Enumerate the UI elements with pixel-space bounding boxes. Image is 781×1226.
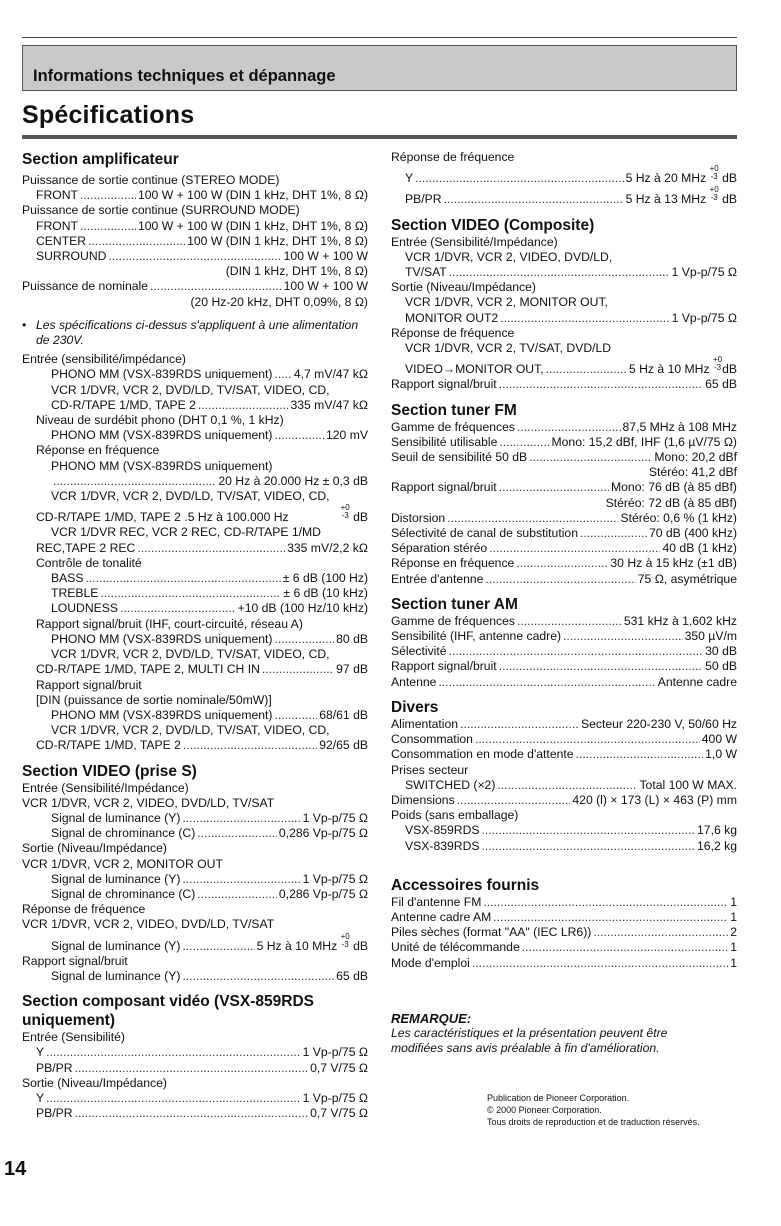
spec-row: PB/PR ..... 0,7 V/75 Ω (22, 1061, 368, 1076)
spec-row: Signal de luminance (Y) ..... 1 Vp-p/75 Ω (22, 811, 368, 826)
left-column (22, 150, 368, 1121)
spec-row: Sélectivité ..... 30 dB (391, 644, 737, 659)
spec-line: Entrée (Sensibilité/Impédance) (391, 234, 558, 249)
spec-line: VCR 1/DVR, VCR 2, DVD/LD, TV/SAT, VIDEO, CD, (51, 382, 330, 397)
spec-row: PHONO MM (VSX-839RDS uniquement) ..... 68/61 dB (22, 708, 368, 723)
spec-row: PB/PR ..... 5 Hz à 13 MHz +0 -3 dB (391, 186, 737, 207)
note-text: Les spécifications ci-dessus s'appliquent à une alimentation de 230V. (36, 317, 359, 348)
spec-line: VCR 1/DVR, VCR 2, DVD/LD, TV/SAT, VIDEO, CD, (51, 723, 330, 738)
component-frequency-response (391, 150, 737, 208)
spec-line: VCR 1/DVR, VCR 2, VIDEO, DVD/LD, (405, 249, 613, 264)
spec-row: VIDEO→MONITOR OUT, ..... 5 Hz à 10 MHz +0 -3dB (391, 356, 737, 377)
spec-line: Entrée (sensibilité/impédance) (22, 352, 186, 367)
spec-row: PB/PR ..... 0,7 V/75 Ω (22, 1106, 368, 1121)
video-composite-section (391, 216, 737, 393)
spec-row: PHONO MM (VSX-839RDS uniquement) ..... 4,7 mV/47 kΩ (22, 367, 368, 382)
fm-tuner-section (391, 401, 737, 587)
spec-row: Unité de télécommande ..... 1 (391, 940, 737, 955)
spec-row: Antenne ..... Antenne cadre (391, 675, 737, 690)
remark-title: REMARQUE: (391, 1010, 472, 1026)
am-tuner-section (391, 595, 737, 690)
spec-row: Antenne cadre AM ..... 1 (391, 910, 737, 925)
spec-row: Sélectivité de canal de substitution ..... 70 dB (400 kHz) (391, 526, 737, 541)
spec-row: Sensibilité (IHF, antenne cadre) ..... 350 µV/m (391, 629, 737, 644)
spec-line: Rapport signal/bruit (36, 677, 142, 692)
remark-block (391, 1011, 737, 1057)
spec-line: Puissance de sortie continue (STEREO MODE) (22, 173, 280, 187)
spec-row: SWITCHED (×2) ..... Total 100 W MAX. (391, 778, 737, 793)
spec-row: VSX-859RDS ..... 17,6 kg (391, 823, 737, 838)
spec-line: Sortie (Niveau/Impédance) (391, 280, 536, 295)
spec-row: Dimensions ..... 420 (l) × 173 (L) × 463 (P) mm (391, 793, 737, 808)
spec-line: Poids (sans emballage) (391, 808, 519, 823)
spec-row: REC,TAPE 2 REC ..... 335 mV/2,2 kΩ (22, 541, 368, 556)
video-s-section (22, 762, 368, 985)
misc-section (391, 698, 737, 854)
spec-row: VSX-839RDS ..... 16,2 kg (391, 839, 737, 854)
spec-row: Puissance de nominale ..... 100 W + 100 W (22, 279, 368, 294)
spec-row: Fil d'antenne FM ..... 1 (391, 895, 737, 910)
amplifier-heading: Section amplificateur (22, 151, 179, 168)
am-tuner-heading: Section tuner AM (391, 595, 518, 613)
spec-row: Y ..... 5 Hz à 20 MHz +0 -3 dB (391, 165, 737, 186)
spec-line: Niveau de surdébit phono (DHT 0,1 %, 1 kHz) (36, 413, 284, 428)
amplifier-section (22, 150, 368, 754)
spec-line: VCR 1/DVR, VCR 2, MONITOR OUT, (405, 295, 608, 310)
page-title: Spécifications (22, 101, 195, 129)
spec-row: FRONT ..... 100 W + 100 W (DIN 1 kHz, DHT 1%, 8 Ω) (22, 188, 368, 203)
spec-row: Sensibilité utilisable ..... Mono: 15,2 dBf, IHF (1,6 µV/75 Ω) (391, 435, 737, 450)
spec-row: PHONO MM (VSX-839RDS uniquement) ..... 80 dB (22, 632, 368, 647)
spec-line: VCR 1/DVR, VCR 2, TV/SAT, DVD/LD (405, 341, 612, 356)
spec-line: Rapport signal/bruit (22, 953, 128, 968)
spec-row: Distorsion ..... Stéréo: 0,6 % (1 kHz) (391, 511, 737, 526)
spec-line: Rapport signal/bruit (IHF, court-circuité, réseau A) (36, 616, 303, 631)
spec-line: VCR 1/DVR, VCR 2, DVD/LD, TV/SAT, VIDEO, CD, (51, 489, 330, 504)
note-bullet: • Les spécifications ci-dessus s'appliquent à une alimentation de 230V. (22, 318, 368, 348)
spec-line: VCR 1/DVR, VCR 2, DVD/LD, TV/SAT, VIDEO, CD, (51, 647, 330, 662)
spec-line: Stéréo: 41,2 dBf (648, 465, 737, 480)
remark-text: Les caractéristiques et la présentation peuvent être (391, 1025, 668, 1040)
spec-line: PHONO MM (VSX-839RDS uniquement) (51, 458, 273, 473)
accessories-heading: Accessoires fournis (391, 876, 540, 894)
spec-row: Y ..... 1 Vp-p/75 Ω (22, 1045, 368, 1060)
spec-row: Rapport signal/bruit ..... 50 dB (391, 659, 737, 674)
video-composite-heading: Section VIDEO (Composite) (391, 216, 595, 234)
spec-line: Prises secteur (391, 762, 469, 777)
spec-row: Réponse en fréquence ..... 30 Hz à 15 kHz (±1 dB) (391, 556, 737, 571)
page-number: 14 (4, 1158, 27, 1180)
spec-row: SURROUND ..... 100 W + 100 W (22, 249, 368, 264)
spec-row: CD-R/TAPE 1/MD, TAPE 2 .5 Hz à 100.000 Hz +0 -3 dB (36, 503, 368, 525)
spec-line: (DIN 1 kHz, DHT 1%, 8 Ω) (225, 264, 368, 279)
spec-row: TV/SAT ..... 1 Vp-p/75 Ω (391, 265, 737, 280)
spec-row: CD-R/TAPE 1/MD, TAPE 2 ..... 335 mV/47 kΩ (22, 398, 368, 413)
spec-row: Consommation en mode d'attente ..... 1,0 W (391, 747, 737, 762)
spec-row: Signal de luminance (Y) ..... 65 dB (22, 969, 368, 984)
spec-row: TREBLE ..... ± 6 dB (10 kHz) (22, 586, 368, 601)
spec-row: PHONO MM (VSX-839RDS uniquement) ..... 120 mV (22, 428, 368, 443)
spec-row: CENTER ..... 100 W (DIN 1 kHz, DHT 1%, 8 Ω) (22, 234, 368, 249)
top-rule (22, 37, 737, 38)
spec-row: BASS ..... ± 6 dB (100 Hz) (22, 571, 368, 586)
spec-line: Entrée (Sensibilité) (22, 1030, 125, 1045)
remark-text: modifiées sans avis préalable à fin d'amélioration. (391, 1041, 660, 1056)
rights-line: Tous droits de reproduction et de traduction réservés. (487, 1117, 700, 1127)
spec-line: Réponse de fréquence (391, 150, 515, 164)
spec-row: Rapport signal/bruit ..... Mono: 76 dB (à 85 dBf) (391, 480, 737, 495)
spec-row: Y ..... 1 Vp-p/75 Ω (22, 1091, 368, 1106)
title-rule (22, 135, 737, 139)
spec-line: Sortie (Niveau/Impédance) (22, 1075, 167, 1090)
spec-row: Signal de luminance (Y) ..... 1 Vp-p/75 Ω (22, 872, 368, 887)
spec-line: Entrée (Sensibilité/Impédance) (22, 780, 189, 795)
spec-row: LOUDNESS ..... +10 dB (100 Hz/10 kHz) (22, 601, 368, 616)
section-header-title: Informations techniques et dépannage (33, 67, 336, 85)
spec-row: FRONT ..... 100 W + 100 W (DIN 1 kHz, DHT 1%, 8 Ω) (22, 219, 368, 234)
spec-line: Puissance de sortie continue (SURROUND MODE) (22, 203, 300, 218)
misc-heading: Divers (391, 698, 439, 716)
spec-line: VCR 1/DVR, VCR 2, MONITOR OUT (22, 856, 223, 871)
component-video-heading: Section composant vidéo (VSX-859RDS uniquement) (22, 993, 314, 1030)
publisher-line: Publication de Pioneer Corporation. (487, 1093, 630, 1103)
section-header-bar (22, 45, 737, 91)
spec-row: Entrée d'antenne ..... 75 Ω, asymétrique (391, 572, 737, 587)
spec-row: CD-R/TAPE 1/MD, TAPE 2 ..... 92/65 dB (22, 738, 368, 753)
spec-line: Réponse de fréquence (22, 902, 146, 917)
publication-note (487, 1092, 700, 1128)
spec-line: Réponse de fréquence (391, 325, 515, 340)
component-video-section (22, 992, 368, 1121)
spec-line: Stéréo: 72 dB (à 85 dBf) (605, 495, 737, 510)
spec-row: Signal de chrominance (C) ..... 0,286 Vp-p/75 Ω (22, 826, 368, 841)
spec-row: MONITOR OUT2 ..... 1 Vp-p/75 Ω (391, 311, 737, 326)
fm-tuner-heading: Section tuner FM (391, 401, 517, 419)
spec-row: Gamme de fréquences ..... 531 kHz à 1.602 kHz (391, 614, 737, 629)
spec-row: Seuil de sensibilité 50 dB ..... Mono: 20,2 dBf (391, 450, 737, 465)
spec-line: VCR 1/DVR, VCR 2, VIDEO, DVD/LD, TV/SAT (22, 795, 275, 810)
spec-line: (20 Hz-20 kHz, DHT 0,09%, 8 Ω) (190, 294, 368, 309)
accessories-section (391, 876, 737, 971)
spec-row: Séparation stéréo ..... 40 dB (1 kHz) (391, 541, 737, 556)
right-column (391, 150, 737, 1056)
spec-row: Gamme de fréquences ..... 87,5 MHz à 108 MHz (391, 420, 737, 435)
spec-line: Réponse en fréquence (36, 443, 160, 458)
spec-row: Rapport signal/bruit ..... 65 dB (391, 377, 737, 392)
spec-line: VCR 1/DVR REC, VCR 2 REC, CD-R/TAPE 1/MD (51, 525, 321, 540)
spec-row: Alimentation ..... Secteur 220-230 V, 50/60 Hz (391, 717, 737, 732)
spec-line: [DIN (puissance de sortie nominale/50mW)] (36, 692, 272, 707)
spec-line: Sortie (Niveau/Impédance) (22, 841, 167, 856)
spec-row: Mode d'emploi ..... 1 (391, 956, 737, 971)
copyright-line: © 2000 Pioneer Corporation. (487, 1105, 602, 1115)
spec-line: VCR 1/DVR, VCR 2, VIDEO, DVD/LD, TV/SAT (22, 917, 275, 932)
spec-row: Signal de luminance (Y) ..... 5 Hz à 10 MHz +0 -3 dB (22, 933, 368, 954)
spec-row: Piles sèches (format "AA" (IEC LR6)) ..... 2 (391, 925, 737, 940)
spec-row: CD-R/TAPE 1/MD, TAPE 2, MULTI CH IN ..... 97 dB (22, 662, 368, 677)
spec-row: Signal de chrominance (C) ..... 0,286 Vp-p/75 Ω (22, 887, 368, 902)
spec-row: Consommation ..... 400 W (391, 732, 737, 747)
spec-line: Contrôle de tonalité (36, 555, 142, 570)
video-s-heading: Section VIDEO (prise S) (22, 762, 197, 780)
spec-row: ..... 20 Hz à 20.000 Hz ± 0,3 dB (22, 474, 368, 489)
